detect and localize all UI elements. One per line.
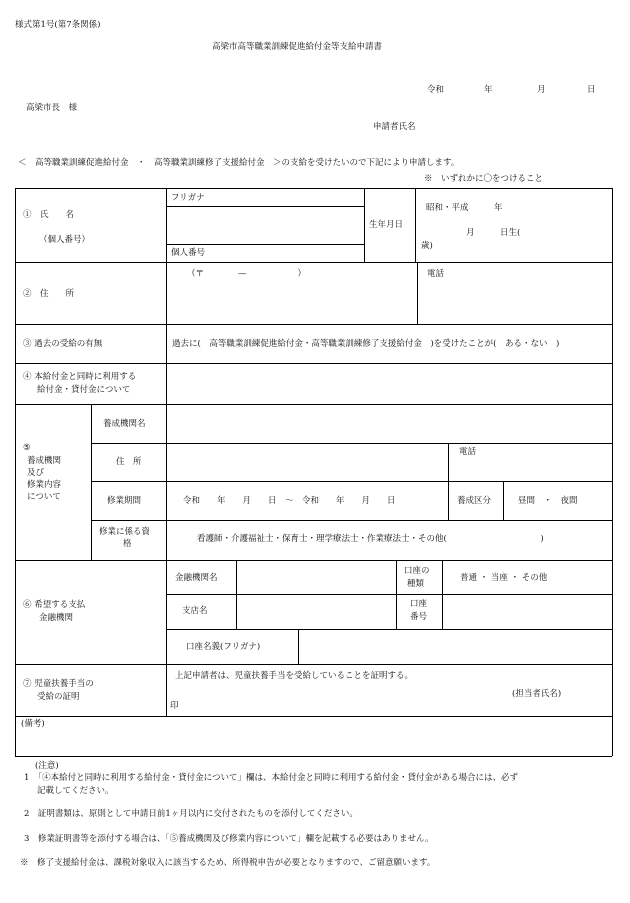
bank-section-label-2: 金融機関 [39, 613, 74, 623]
section5-label-3: 修業内容 [27, 480, 62, 490]
note-1-line-2: 記載してください。 [37, 786, 114, 796]
study-period-value: 令和 年 月 日 ～ 令和 年 月 日 [183, 496, 396, 506]
form-title: 高梁市高等職業訓練促進給付金等支給申請書 [212, 42, 383, 52]
account-type-value: 普通 ・ 当座 ・ その他 [460, 573, 548, 583]
section5-label-1: 養成機関 [27, 456, 62, 466]
birthdate-label: 生年月日 [369, 220, 404, 230]
furigana-label: フリガナ [171, 193, 205, 203]
account-number-label-1: 口座 [410, 599, 428, 609]
date-era: 令和 [427, 85, 445, 95]
section5-label-4: について [27, 492, 61, 502]
account-holder-label: 口座名義(フリガナ) [186, 642, 261, 652]
date-month: 月 [537, 85, 546, 95]
bank-name-label: 金融機関名 [175, 573, 218, 583]
qualification-label-2: 格 [123, 539, 132, 549]
phone-label: 電話 [427, 269, 445, 279]
note-2: 2 証明書類は、原則として申請日前1ヶ月以内に交付されたものを添付してください。 [24, 809, 358, 819]
concurrent-benefit-label-2: 給付金・貸付金について [37, 385, 131, 395]
address-label: ② 住 所 [23, 289, 75, 299]
qualification-value: 看護師・介護福祉士・保育士・理学療法士・作業療法士・その他( ) [197, 534, 544, 544]
birthdate-month-day: 月 日生( [466, 228, 521, 238]
section5-number: ⑤ [23, 443, 31, 453]
date-year: 年 [484, 85, 493, 95]
account-type-label-2: 種類 [407, 579, 425, 589]
child-allowance-label-1: ⑦ 児童扶養手当の [23, 679, 94, 689]
child-allowance-label-2: 受給の証明 [37, 692, 80, 702]
my-number-label: 個人番号 [171, 248, 206, 258]
past-receipt-label: ③ 過去の受給の有無 [23, 339, 103, 349]
circle-note: ※ いずれかに〇をつけること [424, 174, 544, 184]
form-number: 様式第1号(第7条関係) [15, 20, 101, 30]
note-4: ※ 修了支援給付金は、課税対象収入に該当するため、所得税申告が必要となりますので、ご留意願います。 [20, 858, 436, 868]
institution-address-label: 住 所 [116, 457, 142, 467]
certification-text: 上記申請者は、児童扶養手当を受給していることを証明する。 [175, 671, 414, 681]
officer-name-label: (担当者氏名) [512, 689, 562, 699]
applicant-name-label: 申請者氏名 [373, 122, 416, 132]
institution-phone-label: 電話 [459, 447, 477, 457]
remarks-label: (備考) [21, 719, 45, 729]
training-category-label: 養成区分 [457, 496, 492, 506]
bank-section-label-1: ⑥ 希望する支払 [23, 600, 86, 610]
branch-label: 支店名 [182, 606, 208, 616]
note-3: 3 修業証明書等を添付する場合は、「⑤養成機関及び修業内容について」欄を記載する必要はありません。 [24, 834, 434, 844]
name-label: ① 氏 名 [23, 210, 75, 220]
postal-code-field[interactable]: （〒 — ） [187, 269, 307, 279]
addressee: 高梁市長 様 [26, 103, 78, 113]
training-category-value: 昼間 ・ 夜間 [518, 496, 578, 506]
note-1-line-1: 1 「④本給付と同時に利用する給付金・貸付金について」欄は、本給付金と同時に利用する給付金・貸付金がある場合には、必ず [24, 773, 518, 783]
account-number-label-2: 番号 [410, 612, 428, 622]
date-day: 日 [587, 85, 596, 95]
account-type-label-1: 口座の [404, 566, 430, 576]
past-receipt-content: 過去に( 高等職業訓練促進給付金・高等職業訓練修了支援給付金 )を受けたことが( ある・ない ) [172, 339, 560, 349]
birthdate-age: 歳) [421, 241, 433, 251]
my-number-sublabel: （個人番号） [39, 235, 91, 245]
birthdate-era-year: 昭和・平成 年 [426, 203, 503, 213]
institution-label: 養成機関名 [103, 419, 146, 429]
seal-mark: 印 [170, 701, 179, 711]
notes-heading: (注意) [35, 761, 59, 771]
section5-label-2: 及び [27, 468, 45, 478]
request-text: ＜ 高等職業訓練促進給付金 ・ 高等職業訓練修了支援給付金 ＞の支給を受けたいので下記により申請します。 [18, 158, 460, 168]
concurrent-benefit-label-1: ④ 本給付金と同時に利用する [23, 372, 137, 382]
application-form [15, 188, 612, 756]
qualification-label-1: 修業に係る資 [99, 527, 151, 537]
study-period-label: 修業期間 [107, 496, 142, 506]
